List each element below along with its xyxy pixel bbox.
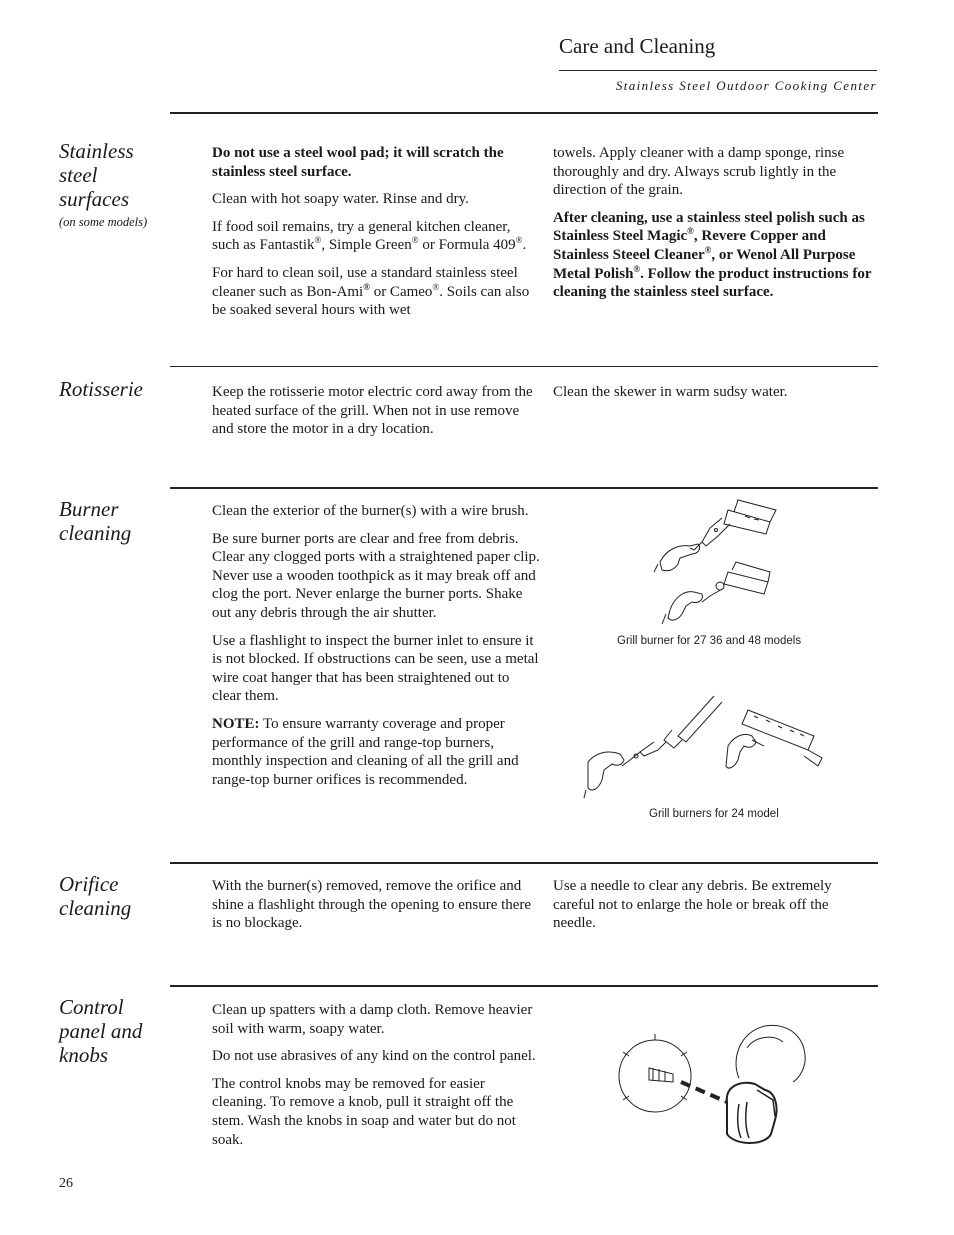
control-knob-illustration bbox=[615, 1020, 815, 1150]
paragraph: Use a needle to clear any debris. Be extremely careful not to enlarge the hole or break off the needle. bbox=[553, 878, 832, 932]
paragraph bbox=[212, 264, 540, 320]
orifice-left-column bbox=[212, 877, 532, 942]
registered-mark: ® bbox=[515, 235, 523, 246]
paragraph: Keep the rotisserie motor electric cord away from the heated surface of the grill. When not in use remove and store the motor in a dry location. bbox=[212, 384, 533, 438]
section-title-orifice bbox=[59, 872, 169, 920]
page-subtitle: Stainless Steel Outdoor Cooking Center bbox=[615, 78, 877, 93]
paragraph: Use a flashlight to inspect the burner inlet to ensure it is not blocked. If obstructions can be seen, use a metal wire coat hanger that has been straightened out to clear them. bbox=[212, 632, 539, 705]
title-line: Stainless bbox=[59, 139, 134, 163]
title-line: Burner bbox=[59, 497, 119, 521]
text: . Follow the product instructions for cleaning the stainless steel surface. bbox=[553, 265, 872, 301]
registered-mark: ® bbox=[411, 235, 419, 246]
paragraph: Clean the exterior of the burner(s) with a wire brush. bbox=[212, 503, 529, 519]
rotisserie-right-column bbox=[553, 383, 875, 411]
registered-mark: ® bbox=[704, 244, 712, 255]
note-label: NOTE: bbox=[212, 715, 260, 732]
text: or Cameo bbox=[369, 283, 433, 300]
paragraph: The control knobs may be removed for easier cleaning. To remove a knob, pull it straight off the stem. Wash the knobs in soap and water but do not soak. bbox=[212, 1075, 516, 1148]
text: To ensure warranty coverage and proper performance of the grill and range-top burners, monthly inspection and cleaning of all the grill and range-top burner orifices is recommended. bbox=[212, 715, 519, 788]
text: . Soils can also be soaked several hours with wet bbox=[212, 283, 530, 319]
registered-mark: ® bbox=[687, 226, 694, 237]
text: After cleaning, use a stainless steel polish such as Stainless Steel Magic bbox=[553, 209, 865, 245]
section-divider bbox=[170, 862, 878, 864]
section-title-rotisserie: Rotisserie bbox=[59, 377, 143, 401]
text: If food soil remains, try a general kitchen cleaner, such as Fantastik bbox=[212, 218, 511, 254]
burner-left-column bbox=[212, 502, 542, 798]
grill-burners-24-illustration bbox=[582, 690, 827, 800]
section-note: (on some models) bbox=[59, 215, 148, 229]
orifice-right-column bbox=[553, 877, 875, 942]
warning-paragraph: Do not use a steel wool pad; it will scratch the stainless steel surface. bbox=[212, 145, 504, 180]
text: , Simple Green bbox=[321, 237, 412, 254]
paragraph: Be sure burner ports are clear and free from debris. Clear any clogged ports with a straightened paper clip. Never use a wooden toothpick as it may break off and clog the port. Never enlarge the burner ports. Shake out any debris through the air shutter. bbox=[212, 530, 540, 621]
paragraph: towels. Apply cleaner with a damp sponge, rinse thoroughly and dry. Always scrub lightly in the direction of the grain. bbox=[553, 145, 845, 199]
text: , Revere Copper and Stainless Steeel Cleaner bbox=[553, 228, 826, 263]
title-line: surfaces bbox=[59, 187, 129, 211]
note-paragraph bbox=[212, 715, 542, 789]
illustration-caption: Grill burner for 27 36 and 48 models bbox=[617, 635, 802, 647]
section-title-control bbox=[59, 995, 179, 1067]
illustration-caption: Grill burners for 24 model bbox=[649, 808, 779, 820]
title-line: cleaning bbox=[59, 521, 132, 545]
text: For hard to clean soil, use a standard stainless steel cleaner such as Bon-Ami bbox=[212, 264, 518, 300]
registered-mark: ® bbox=[314, 235, 322, 246]
paragraph: Clean the skewer in warm sudsy water. bbox=[553, 384, 788, 400]
page-title: Care and Cleaning bbox=[559, 34, 716, 58]
section-divider bbox=[170, 112, 878, 114]
title-line: cleaning bbox=[59, 896, 132, 920]
registered-mark: ® bbox=[432, 281, 440, 292]
paragraph bbox=[212, 218, 540, 255]
title-line: Control bbox=[59, 995, 124, 1019]
stainless-left-column bbox=[212, 144, 540, 329]
rotisserie-left-column bbox=[212, 383, 534, 448]
stainless-right-column bbox=[553, 144, 875, 311]
paragraph: With the burner(s) removed, remove the orifice and shine a flashlight through the opening to ensure there is no blockage. bbox=[212, 878, 532, 932]
title-line: knobs bbox=[59, 1043, 108, 1067]
text: . bbox=[522, 237, 527, 254]
title-line: Orifice bbox=[59, 872, 119, 896]
control-left-column bbox=[212, 1001, 542, 1158]
paragraph: Clean with hot soapy water. Rinse and dry. bbox=[212, 191, 469, 208]
paragraph: Do not use abrasives of any kind on the control panel. bbox=[212, 1048, 536, 1065]
header-rule bbox=[559, 70, 877, 71]
section-divider bbox=[170, 487, 878, 489]
registered-mark: ® bbox=[633, 263, 641, 274]
grill-burner-illustration bbox=[650, 492, 785, 632]
registered-mark: ® bbox=[363, 281, 370, 292]
section-title-burner bbox=[59, 497, 169, 545]
title-line: steel bbox=[59, 163, 98, 187]
page-number: 26 bbox=[59, 1176, 73, 1191]
text: , or Wenol All Purpose Metal Polish bbox=[553, 246, 856, 282]
polish-paragraph bbox=[553, 209, 875, 302]
section-divider bbox=[170, 985, 878, 987]
section-divider bbox=[170, 366, 878, 367]
paragraph: Clean up spatters with a damp cloth. Remove heavier soil with warm, soapy water. bbox=[212, 1002, 533, 1037]
title-line: panel and bbox=[59, 1019, 143, 1043]
section-title-stainless bbox=[59, 139, 169, 211]
text: or Formula 409 bbox=[418, 237, 516, 254]
